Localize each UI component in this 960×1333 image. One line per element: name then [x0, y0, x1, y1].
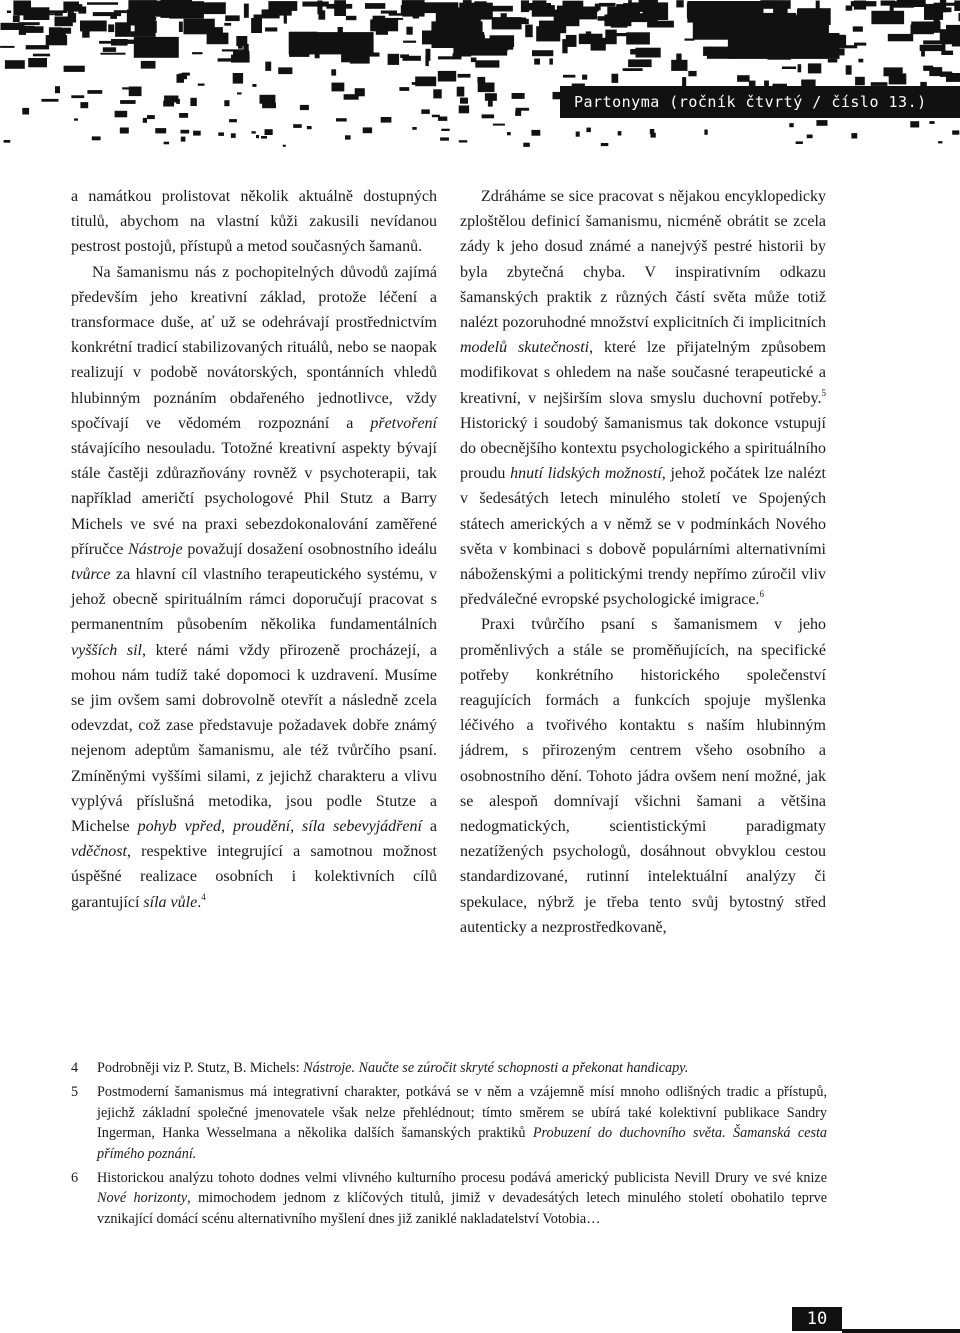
- grunge-speck: [952, 130, 959, 134]
- grunge-speck: [855, 77, 865, 86]
- grunge-speck: [207, 33, 229, 45]
- grunge-speck: [582, 75, 587, 80]
- grunge-speck: [146, 1, 165, 10]
- grunge-speck: [623, 68, 643, 71]
- grunge-speck: [459, 106, 469, 114]
- grunge-speck: [576, 132, 580, 137]
- grunge-speck: [438, 71, 456, 82]
- grunge-speck: [278, 67, 292, 74]
- grunge-speck: [111, 39, 128, 46]
- footnote-number: 4: [71, 1060, 79, 1076]
- grunge-speck: [433, 89, 441, 98]
- grunge-blot: [687, 1, 763, 23]
- grunge-speck: [300, 105, 309, 110]
- grunge-speck: [179, 22, 183, 32]
- grunge-speck: [637, 48, 655, 53]
- grunge-speck: [192, 52, 202, 54]
- footnote-text: Postmoderní šamanismus má integrativní charakter, potkává se v něm a vzájemně mísí mnoho odlišných tradic a přístupů, jejichž základní společné jmenovatele však nelze přehlédnout; tímto směrem se ubírá také kolektivní publikace Sandry Ingerman, Hanka Wesselmana a několika dalších šamanských praktiků Probuzení do duchovního světa. Šamanská cesta přímého poznání.: [97, 1084, 827, 1162]
- grunge-speck: [179, 73, 187, 79]
- grunge-speck: [260, 95, 276, 104]
- grunge-speck: [0, 46, 14, 48]
- grunge-speck: [399, 87, 409, 91]
- grunge-speck: [688, 71, 696, 76]
- grunge-speck: [4, 140, 11, 143]
- grunge-speck: [181, 130, 190, 134]
- grunge-speck: [798, 64, 802, 72]
- grunge-speck: [532, 50, 553, 56]
- footnote-text: Podrobněji viz P. Stutz, B. Michels: Nástroje. Naučte se zúročit skryté schopnosti a překonat handicapy.: [97, 1060, 689, 1076]
- grunge-speck: [563, 1, 584, 16]
- grunge-speck: [890, 1, 914, 8]
- grunge-speck: [512, 93, 525, 99]
- grunge-speck: [307, 126, 312, 129]
- grunge-blot: [289, 32, 374, 54]
- grunge-speck: [80, 102, 88, 108]
- grunge-speck: [13, 15, 20, 22]
- left-column: [71, 184, 437, 915]
- grunge-speck: [946, 25, 960, 32]
- grunge-speck: [22, 108, 29, 115]
- grunge-speck: [101, 53, 126, 55]
- grunge-speck: [49, 27, 62, 42]
- grunge-speck: [231, 133, 236, 138]
- grunge-speck: [515, 111, 521, 116]
- grunge-speck: [676, 0, 683, 7]
- grunge-speck: [628, 59, 652, 67]
- grunge-speck: [612, 74, 619, 83]
- grunge-speck: [26, 45, 49, 49]
- grunge-speck: [302, 2, 328, 7]
- grunge-speck: [954, 1, 960, 12]
- grunge-speck: [381, 117, 392, 123]
- grunge-speck: [7, 11, 11, 14]
- grunge-speck: [71, 95, 84, 98]
- grunge-speck: [934, 20, 940, 24]
- grunge-speck: [184, 19, 215, 35]
- grunge-speck: [403, 41, 416, 43]
- grunge-speck: [156, 9, 187, 17]
- grunge-speck: [63, 2, 79, 12]
- grunge-header-texture: [0, 0, 960, 150]
- grunge-speck: [643, 2, 669, 20]
- grunge-speck: [488, 98, 493, 106]
- grunge-speck: [164, 142, 170, 145]
- grunge-speck: [261, 136, 267, 139]
- paragraph: a namátkou prolistovat několik aktuálně dostupných titulů, abychom na vlastní kůži zakusili nevídanou pestrost postojů, přístupů a metod současných šamanů.: [71, 188, 437, 256]
- grunge-speck: [521, 0, 529, 12]
- grunge-speck: [127, 9, 155, 25]
- grunge-speck: [283, 145, 286, 147]
- grunge-speck: [5, 60, 25, 69]
- grunge-speck: [912, 0, 926, 7]
- grunge-speck: [952, 37, 960, 46]
- grunge-speck: [808, 63, 821, 73]
- emphasis: vyšších sil: [71, 641, 142, 659]
- grunge-speck: [92, 136, 101, 140]
- grunge-speck: [851, 133, 857, 138]
- grunge-speck: [605, 30, 616, 45]
- grunge-speck: [412, 127, 416, 130]
- grunge-speck: [406, 27, 412, 35]
- grunge-speck: [370, 19, 398, 31]
- grunge-speck: [251, 18, 262, 33]
- grunge-speck: [236, 36, 247, 46]
- grunge-speck: [549, 58, 553, 64]
- grunge-speck: [807, 135, 813, 139]
- grunge-speck: [534, 59, 540, 65]
- grunge-speck: [531, 130, 540, 136]
- grunge-speck: [222, 49, 249, 51]
- grunge-speck: [438, 56, 462, 59]
- grunge-speck: [87, 90, 102, 94]
- grunge-speck: [181, 137, 186, 142]
- grunge-speck: [229, 119, 237, 122]
- grunge-speck: [346, 16, 357, 20]
- grunge-speck: [889, 73, 907, 84]
- emphasis: modelů skutečnosti: [460, 339, 590, 357]
- grunge-speck: [854, 1, 866, 10]
- emphasis: pohyb vpřed, proudění, síla sebevyjádření: [137, 818, 422, 836]
- page-number: 10: [792, 1307, 842, 1331]
- footnote-ref: 5: [821, 387, 826, 398]
- grunge-speck: [460, 98, 468, 104]
- grunge-speck: [195, 2, 226, 14]
- grunge-speck: [910, 121, 919, 127]
- grunge-speck: [525, 25, 533, 38]
- grunge-speck: [193, 131, 201, 136]
- grunge-speck: [432, 115, 440, 118]
- grunge-speck: [143, 118, 147, 123]
- grunge-speck: [938, 141, 943, 143]
- grunge-speck: [940, 72, 952, 77]
- grunge-speck: [265, 129, 273, 135]
- grunge-speck: [381, 11, 397, 14]
- paragraph: Na šamanismu nás z pochopitelných důvodů zajímá především jeho kreativní základ, protože léčení a transformace duše, ať už se odehrávají prostřednictvím konkrétní tradicí stabilizovaných rituálů, nebo se naopak realizují v podobě novátorských, spontánních vhledů hlubinným poznáním obdařeného jednotlivce, vždy spočívají ve vědomém rozpoznání a přetvoření stávajícího nesouladu. Totožné kreativní aspekty bývají stále častěji zdůrazňovány rovněž v psychoterapii, tak například američtí psychologové Phil Stutz a Barry Michels ve své na praxi sebezdokonalování zaměřené příručce Nástroje považují dosažení osobnostního ideálu tvůrce za hlavní cíl vlastního terapeutického systému, v jehož obecně spirituálním rámci doporučují pracovat s permanentním působením několika fundamentálních vyšších sil, které námi vždy přirozeně procházejí, a mohou nám tudíž také dopomoci k uzdravení. Musíme se jim ovšem sami dobrovolně otevřít a následně zcela odevzdat, což zase představuje požadavek dobře známý nejenom adeptům šamanismu, ale též tvůrčího psaní. Zmíněnými vyššími silami, z jejichž charakteru a vlivu vyplývá příslušná metodika, jsou podle Stutze a Michelse pohyb vpřed, proudění, síla sebevyjádření a vděčnost, respektive integrující a samotnou možnost úspěšné realizace osobních i kolektivních cílů garantující síla vůle.$^4$: [71, 263, 438, 911]
- grunge-speck: [846, 65, 852, 74]
- grunge-speck: [74, 118, 78, 120]
- grunge-speck: [319, 10, 326, 19]
- grunge-speck: [147, 115, 155, 119]
- grunge-speck: [930, 7, 952, 12]
- grunge-speck: [293, 124, 302, 128]
- footnotes: [71, 1058, 827, 1229]
- grunge-speck: [17, 10, 36, 15]
- grunge-speck: [224, 23, 231, 26]
- grunge-speck: [115, 111, 128, 118]
- grunge-speck: [256, 135, 259, 138]
- grunge-speck: [233, 73, 243, 84]
- grunge-speck: [262, 9, 292, 15]
- grunge-speck: [586, 128, 591, 133]
- footnote: [71, 1168, 827, 1229]
- grunge-speck: [139, 12, 158, 16]
- grunge-blot: [431, 21, 482, 44]
- grunge-speck: [425, 56, 428, 67]
- grunge-speck: [244, 4, 249, 18]
- grunge-speck: [737, 75, 750, 82]
- grunge-speck: [110, 13, 117, 19]
- grunge-speck: [923, 40, 952, 44]
- emphasis: Probuzení do duchovního světa. Šamanská cesta přímého poznání.: [97, 1125, 827, 1162]
- grunge-speck: [120, 128, 129, 134]
- grunge-speck: [218, 132, 224, 136]
- grunge-speck: [440, 137, 449, 140]
- grunge-speck: [816, 120, 827, 126]
- grunge-speck: [846, 6, 853, 11]
- grunge-speck: [562, 39, 567, 53]
- emphasis: hnutí lidských možností: [510, 465, 662, 483]
- emphasis: tvůrce: [71, 566, 111, 584]
- grunge-speck: [87, 2, 118, 5]
- grunge-speck: [618, 131, 622, 135]
- paragraph: Praxi tvůrčího psaní s šamanismem v jeho proměnlivých a stále se proměňujících, na specifické potřeby konkrétního historického společenství reagujících formách a funkcích spojuje myšlenka léčivého a tvořivého kontaktu s naším hlubinným jádrem, s přirozeným centrem všeho osobního a osobnostního dění. Tohoto jádra ovšem není možné, jak se alespoň domnívají všichni šamani a většina nedogmatických, scientistickými paradigmaty nezatížených psychologů, dosáhnout obvyklou cestou standardizované, rutinní intelektuální analýzy či spekulace, nýbrž je třeba tento svůj bytostný střed autenticky a nezprostředkovaně,: [460, 616, 826, 936]
- grunge-speck: [493, 124, 505, 126]
- grunge-speck: [224, 100, 229, 106]
- grunge-speck: [623, 3, 641, 8]
- grunge-speck: [336, 118, 347, 121]
- grunge-speck: [858, 59, 863, 63]
- grunge-speck: [871, 11, 904, 24]
- grunge-speck: [131, 31, 156, 37]
- footnote: [71, 1058, 827, 1078]
- grunge-speck: [478, 83, 495, 93]
- grunge-speck: [334, 0, 346, 16]
- grunge-speck: [941, 51, 953, 55]
- grunge-speck: [477, 77, 485, 83]
- grunge-speck: [608, 33, 634, 36]
- emphasis: přetvoření: [370, 414, 437, 432]
- grunge-speck: [516, 108, 530, 111]
- grunge-speck: [33, 54, 50, 57]
- emphasis: vděčnost: [71, 843, 127, 861]
- grunge-speck: [840, 45, 858, 48]
- grunge-speck: [38, 10, 68, 13]
- grunge-speck: [458, 74, 471, 78]
- grunge-speck: [651, 133, 656, 138]
- grunge-speck: [911, 25, 934, 35]
- grunge-speck: [176, 99, 180, 104]
- grunge-speck: [345, 135, 351, 139]
- grunge-speck: [929, 121, 934, 124]
- grunge-speck: [412, 82, 429, 85]
- grunge-speck: [595, 6, 599, 11]
- grunge-speck: [920, 45, 943, 51]
- grunge-speck: [441, 129, 449, 131]
- grunge-speck: [888, 34, 913, 41]
- grunge-speck: [190, 98, 196, 106]
- grunge-speck: [421, 109, 430, 114]
- grunge-speck: [782, 67, 796, 70]
- running-head: Partonyma (ročník čtvrtý / číslo 13.): [560, 86, 960, 118]
- grunge-speck: [237, 92, 242, 94]
- grunge-speck: [671, 60, 687, 71]
- emphasis: síla vůle: [143, 893, 198, 911]
- grunge-speck: [599, 3, 616, 7]
- footnote-text: Historickou analýzu tohoto dodnes velmi vlivného kulturního procesu podává americký publicista Nevill Drury ve své knize Nové horizonty, mimochodem jednom z klíčových titulů, jimiž v devadesátých letech minulého století obohatilo teprve vznikající domácí scénu alternativního myšlení dnes již zaniklé nakladatelství Votobia…: [97, 1170, 828, 1227]
- grunge-speck: [400, 54, 409, 58]
- grunge-speck: [64, 66, 85, 72]
- grunge-speck: [252, 84, 256, 87]
- grunge-speck: [265, 27, 277, 31]
- grunge-speck: [114, 10, 127, 13]
- grunge-speck: [365, 3, 385, 9]
- grunge-speck: [55, 86, 60, 93]
- grunge-speck: [231, 55, 250, 63]
- grunge-speck: [265, 62, 271, 71]
- grunge-blot: [134, 37, 179, 58]
- grunge-speck: [120, 100, 136, 104]
- footnote-ref: 6: [759, 589, 764, 600]
- grunge-speck: [601, 143, 609, 146]
- grunge-speck: [828, 59, 838, 63]
- grunge-speck: [331, 69, 336, 75]
- paragraph: Zdráháme se sice pracovat s nějakou encyklopedicky zploštělou definicí šamanismu, nicméně obrátit se zcela zády k jeho dosud známé a nanejvýš pestré historii by byla zbytečná chyba. V inspirativním odkazu šamanských praktik z různých částí světa může totiž nalézt pozoruhodné množství explicitních či implicitních modelů skutečnosti, které lze přijatelným způsobem modifikovat s ohledem na naše současné terapeutické a kreativní, v nejširším slova smyslu duchovní potřeby.$^5$ Historický i soudobý šamanismus tak dokonce vstupují do obecnějšího kontextu psychologického a spirituálního proudu hnutí lidských možností, jehož počátek lze nalézt v šedesátých letech minulého století ve Spojených státech amerických a v němž se v podmínkách Nového světa v kombinaci s dobově populárními alternativními náboženskými a politickými trendy nepřímo zúročil vliv předválečné evropské psychologické imigrace.$^6$: [460, 188, 826, 609]
- grunge-speck: [262, 103, 276, 109]
- grunge-speck: [459, 140, 468, 142]
- grunge-speck: [129, 87, 142, 97]
- footnote-ref: 4: [201, 891, 206, 902]
- grunge-speck: [475, 60, 499, 67]
- grunge-speck: [68, 13, 76, 23]
- grunge-speck: [457, 87, 465, 97]
- grunge-speck: [149, 64, 154, 67]
- grunge-speck: [363, 127, 372, 133]
- grunge-speck: [155, 128, 166, 133]
- grunge-speck: [401, 5, 413, 15]
- grunge-speck: [839, 35, 845, 46]
- grunge-speck: [563, 75, 575, 78]
- right-column: [460, 184, 826, 940]
- emphasis: Nástroje: [128, 540, 183, 558]
- footnote: [71, 1082, 827, 1164]
- grunge-speck: [796, 141, 803, 144]
- grunge-speck: [436, 10, 466, 23]
- grunge-speck: [355, 88, 365, 96]
- grunge-speck: [103, 47, 116, 52]
- grunge-speck: [704, 130, 707, 135]
- footnote-number: 6: [71, 1170, 79, 1187]
- grunge-speck: [607, 14, 635, 21]
- grunge-speck: [586, 31, 591, 35]
- grunge-speck: [78, 7, 86, 14]
- grunge-speck: [332, 83, 345, 92]
- grunge-speck: [536, 26, 560, 41]
- grunge-speck: [179, 113, 188, 118]
- grunge-speck: [1, 23, 25, 30]
- grunge-speck: [80, 21, 107, 32]
- grunge-speck: [388, 54, 400, 65]
- grunge-speck: [225, 15, 240, 21]
- grunge-speck: [532, 5, 555, 17]
- emphasis: Nové horizonty: [97, 1190, 188, 1207]
- grunge-speck: [854, 43, 866, 46]
- page-number-bar: [842, 1329, 960, 1333]
- grunge-speck: [591, 38, 606, 51]
- grunge-speck: [108, 24, 114, 32]
- grunge-speck: [486, 94, 494, 98]
- grunge-speck: [789, 123, 793, 127]
- grunge-speck: [508, 18, 526, 24]
- grunge-speck: [41, 99, 58, 102]
- grunge-speck: [933, 24, 937, 27]
- grunge-speck: [252, 131, 256, 133]
- grunge-speck: [507, 132, 511, 135]
- grunge-speck: [28, 58, 47, 67]
- grunge-speck: [198, 84, 205, 86]
- footnote-number: 5: [71, 1084, 79, 1101]
- grunge-speck: [523, 143, 530, 147]
- grunge-speck: [482, 114, 495, 118]
- grunge-speck: [214, 27, 223, 33]
- grunge-speck: [853, 26, 863, 31]
- emphasis: Nástroje. Naučte se zúročit skryté schopnosti a překonat handicapy.: [303, 1060, 689, 1076]
